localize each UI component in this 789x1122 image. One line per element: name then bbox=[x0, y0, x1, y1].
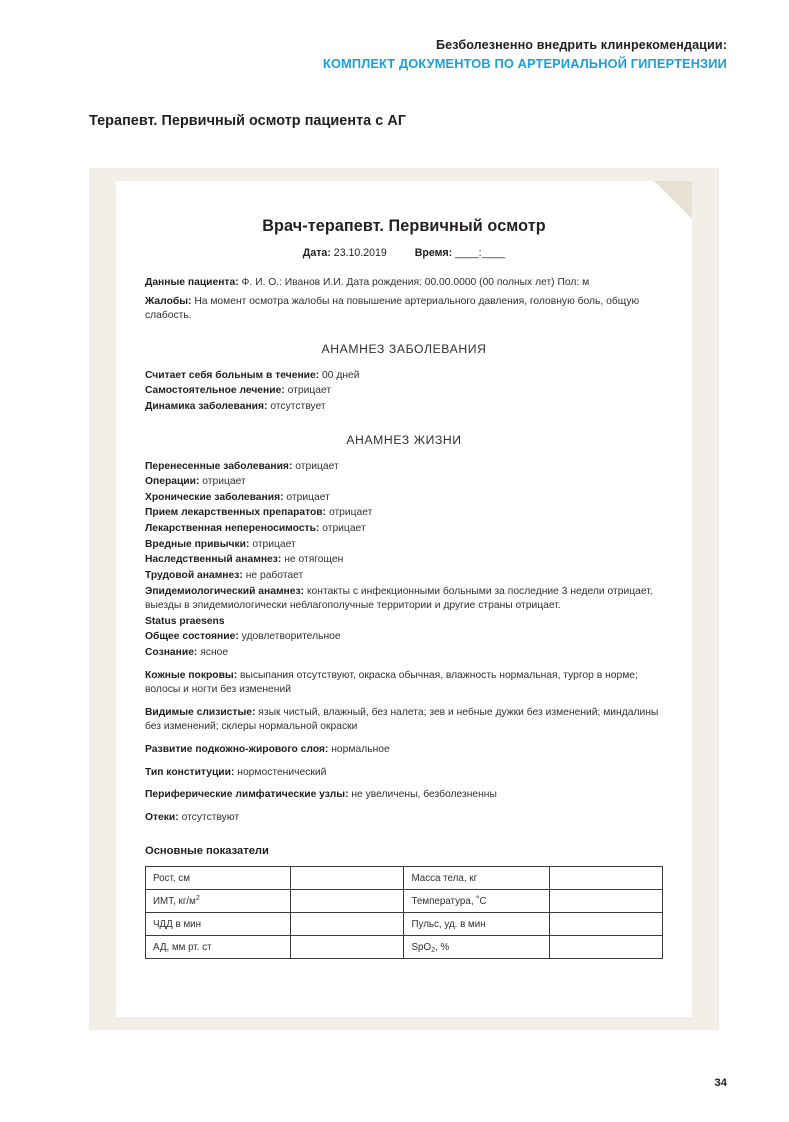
life-history-item bbox=[145, 569, 663, 584]
document-sheet bbox=[116, 181, 692, 1017]
life-history-item bbox=[145, 538, 663, 553]
vitals-label-left: Рост, см bbox=[146, 867, 291, 890]
status-praesens-item bbox=[145, 743, 663, 758]
life-history-item bbox=[145, 460, 663, 475]
header-title-line1: Безболезненно внедрить клинрекомендации: bbox=[436, 38, 727, 52]
patient-data-row bbox=[145, 276, 663, 291]
item-label: Самостоятельное лечение: bbox=[145, 385, 285, 397]
status-praesens-item bbox=[145, 788, 663, 803]
item-value: нормальное bbox=[331, 744, 390, 756]
item-label: Вредные привычки: bbox=[145, 538, 250, 550]
item-value: 00 дней bbox=[322, 369, 360, 381]
item-label: Сознание: bbox=[145, 646, 198, 658]
item-label: Видимые слизистые: bbox=[145, 706, 256, 718]
vitals-label-right: Масса тела, кг bbox=[404, 867, 549, 890]
item-label: Периферические лимфатические узлы: bbox=[145, 789, 349, 801]
item-value: отрицает bbox=[328, 507, 373, 519]
vitals-value-right[interactable] bbox=[549, 913, 662, 936]
item-label: Наследственный анамнез: bbox=[145, 554, 282, 566]
item-value: отсутствуют bbox=[181, 811, 240, 823]
time-value: ____:____ bbox=[455, 247, 506, 259]
vitals-label-left: ЧДД в мин bbox=[146, 913, 291, 936]
vitals-table bbox=[145, 866, 663, 959]
item-value: не работает bbox=[245, 569, 304, 581]
table-row bbox=[146, 867, 663, 890]
item-label: Эпидемиологический анамнез: bbox=[145, 585, 305, 597]
status-praesens-heading: Status praesens bbox=[145, 615, 225, 627]
table-row bbox=[146, 936, 663, 959]
table-row bbox=[146, 890, 663, 913]
document-frame bbox=[89, 168, 719, 1030]
item-value: нормостенический bbox=[237, 766, 327, 778]
life-history-item bbox=[145, 553, 663, 568]
header-title-line2: КОМПЛЕКТ ДОКУМЕНТОВ ПО АРТЕРИАЛЬНОЙ ГИПЕРТЕНЗИИ bbox=[322, 56, 727, 72]
status-praesens-item bbox=[145, 646, 663, 661]
status-praesens-heading-row bbox=[145, 615, 663, 630]
item-value: удовлетворительное bbox=[241, 631, 341, 643]
item-value: ясное bbox=[200, 646, 229, 658]
item-label: Операции: bbox=[145, 476, 200, 488]
date-label: Дата: bbox=[302, 247, 331, 259]
vitals-value-left[interactable] bbox=[291, 913, 404, 936]
vitals-label-right: Температура, ˚С bbox=[404, 890, 549, 913]
vitals-value-left[interactable] bbox=[291, 936, 404, 959]
item-label: Лекарственная непереносимость: bbox=[145, 523, 320, 535]
item-value: отрицает bbox=[202, 476, 246, 488]
item-value: не увеличены, безболезненны bbox=[351, 789, 497, 801]
complaints-value: На момент осмотра жалобы на повышение артериального давления, головную боль, общую слабость. bbox=[145, 295, 640, 322]
patient-data-value: Ф. И. О.: Иванов И.И. Дата рождения: 00.00.0000 (00 полных лет) Пол: м bbox=[241, 277, 590, 288]
table-row bbox=[146, 913, 663, 936]
document-datetime bbox=[145, 247, 663, 259]
item-label: Прием лекарственных препаратов: bbox=[145, 507, 327, 519]
item-label: Считает себя больным в течение: bbox=[145, 369, 320, 381]
disease-history-item bbox=[145, 384, 663, 399]
item-value: отсутствует bbox=[270, 401, 326, 413]
vitals-heading: Основные показатели bbox=[145, 845, 269, 858]
vitals-value-left[interactable] bbox=[291, 867, 404, 890]
date-value: 23.10.2019 bbox=[333, 247, 387, 259]
complaints-label: Жалобы: bbox=[145, 295, 192, 307]
vitals-value-left[interactable] bbox=[291, 890, 404, 913]
item-label: Общее состояние: bbox=[145, 631, 239, 643]
vitals-label-right: Пульс, уд. в мин bbox=[404, 913, 549, 936]
corner-fold-icon bbox=[654, 181, 692, 219]
item-value: контакты с инфекционными больными за последние 3 недели отрицает, выезды в эпидемиологически неблагополучные территории и другие страны отрицает. bbox=[145, 585, 653, 612]
life-history-item bbox=[145, 491, 663, 506]
status-praesens-item bbox=[145, 706, 663, 735]
vitals-label-left: АД, мм рт. ст bbox=[146, 936, 291, 959]
item-label: Перенесенные заболевания: bbox=[145, 460, 293, 472]
item-label: Трудовой анамнез: bbox=[145, 569, 243, 581]
life-history-heading: АНАМНЕЗ ЖИЗНИ bbox=[346, 432, 462, 447]
item-label: Кожные покровы: bbox=[145, 669, 238, 681]
life-history-item bbox=[145, 475, 663, 490]
vitals-value-right[interactable] bbox=[549, 936, 662, 959]
status-praesens-item bbox=[145, 669, 663, 698]
vitals-label-left: ИМТ, $кг/м^2$ bbox=[146, 890, 291, 913]
item-label: Динамика заболевания: bbox=[145, 401, 268, 413]
item-value: язык чистый, влажный, без налета; зев и небные дужки без изменений; миндалины без изменений; склеры нормальной окраски bbox=[145, 706, 659, 733]
item-label: Хронические заболевания: bbox=[145, 491, 284, 503]
item-value: отрицает bbox=[286, 491, 330, 503]
item-value: отрицает bbox=[322, 523, 366, 535]
status-praesens-item bbox=[145, 811, 663, 826]
item-label: Отеки: bbox=[145, 811, 179, 823]
disease-history-item bbox=[145, 400, 663, 415]
item-label: Тип конституции: bbox=[145, 766, 235, 778]
item-value: не отягощен bbox=[284, 554, 344, 566]
complaints-row bbox=[145, 295, 663, 324]
status-praesens-item bbox=[145, 766, 663, 781]
life-history-item bbox=[145, 522, 663, 537]
running-header bbox=[323, 38, 727, 72]
disease-history-item bbox=[145, 369, 663, 384]
item-value: отрицает bbox=[287, 385, 332, 397]
item-value: отрицает bbox=[295, 460, 339, 472]
disease-history-heading: АНАМНЕЗ ЗАБОЛЕВАНИЯ bbox=[321, 341, 487, 356]
document-title: Врач-терапевт. Первичный осмотр bbox=[262, 217, 546, 235]
life-history-item bbox=[145, 506, 663, 521]
patient-data-label: Данные пациента: bbox=[145, 277, 239, 288]
vitals-value-right[interactable] bbox=[549, 867, 662, 890]
time-label: Время: bbox=[414, 247, 453, 259]
life-history-item bbox=[145, 585, 663, 614]
status-praesens-item bbox=[145, 630, 663, 645]
page-title: Терапевт. Первичный осмотр пациента с АГ bbox=[89, 113, 407, 129]
vitals-label-right: SpO$_2$, % bbox=[404, 936, 549, 959]
item-value: отрицает bbox=[252, 538, 296, 550]
item-label: Развитие подкожно-жирового слоя: bbox=[145, 744, 329, 756]
vitals-value-right[interactable] bbox=[549, 890, 662, 913]
page-number: 34 bbox=[714, 1077, 727, 1089]
document-body bbox=[145, 217, 663, 959]
item-value: высыпания отсутствуют, окраска обычная, влажность нормальная, тургор в норме; волосы и ногти без изменений bbox=[145, 669, 638, 696]
